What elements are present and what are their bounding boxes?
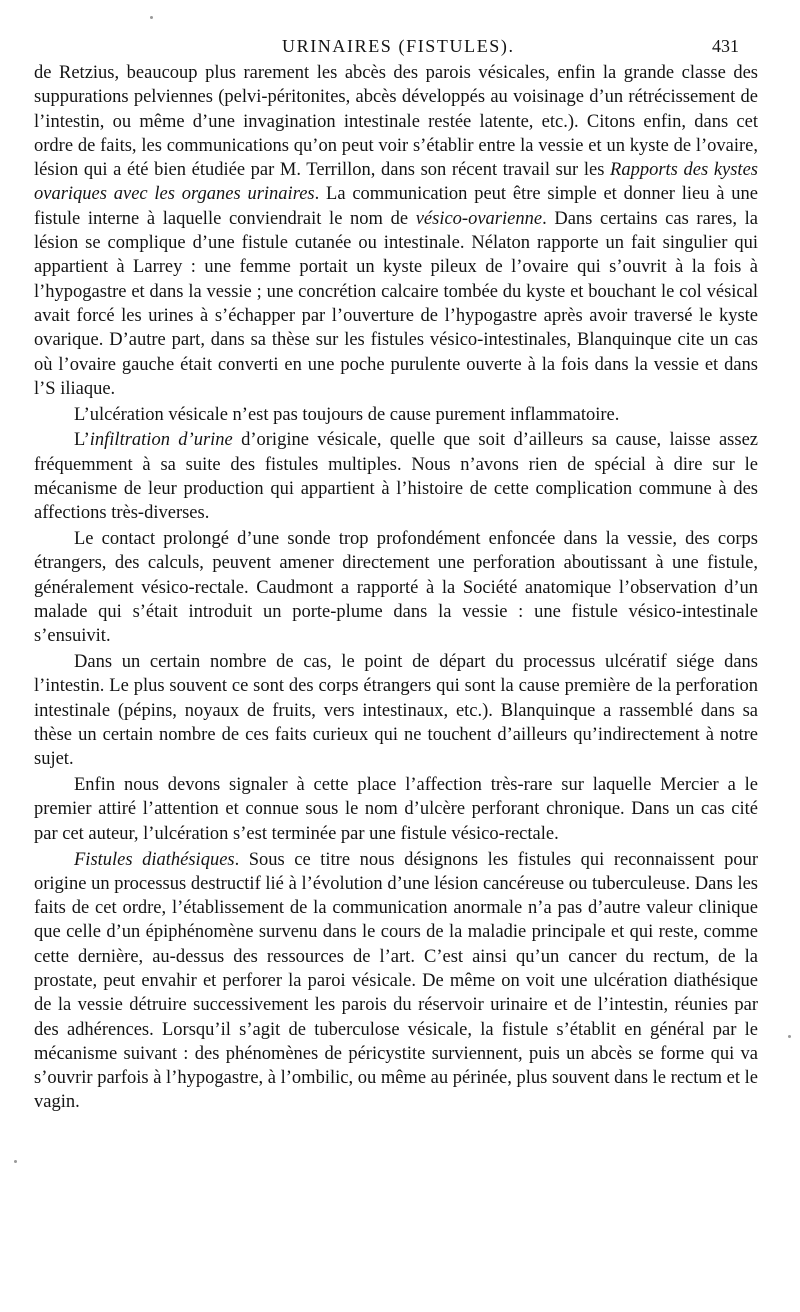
paragraph [34,650,758,771]
paper-speck [150,16,153,19]
text-segment: Dans un certain nombre de cas, le point de départ du processus ulcératif siége dans l’intestin. Le plus souvent ce sont des corps étrangers qui sont la cause première de la perforation intestinale (pépins, noyaux de fruits, vers intestinaux, etc.). Blanquinque a rassemblé dans sa thèse un certain nombre de ces faits curieux qui ne touchent d’ailleurs qu’indirectement à notre sujet. [34,652,758,770]
italic-text-segment: vésico-ovarienne [415,208,543,229]
italic-text-segment: Rapports des kystes ovariques avec les organes urinaires [34,160,758,205]
text-segment: Le contact prolongé d’une sonde trop profondément enfoncée dans la vessie, des corps étrangers, des calculs, peuvent amener directement une perforation aboutissant à une fistule, généralement vésico-rectale. Caudmont a rapporté à la Société anatomique l’observation d’un malade qui s’était introduit un porte-plume dans la vessie : une fistule vésico-intestinale s’ensuivit. [34,529,758,647]
paragraph [34,428,758,525]
page-header [0,34,800,58]
paragraph [34,527,758,648]
paper-speck [14,1160,17,1163]
paragraph [34,61,758,401]
running-head: URINAIRES (FISTULES). [282,36,515,56]
italic-text-segment: Fistules diathésiques [74,849,235,870]
text-segment: Enfin nous devons signaler à cette place l’affection très-rare sur laquelle Mercier a le premier attiré l’attention et connue sous le nom d’ulcère perforant chronique. Dans un cas cité par cet auteur, l’ulcération s’est terminée par une fistule vésico-rectale. [34,775,758,844]
body-text [34,61,758,1116]
text-segment: L’ [74,430,90,451]
text-segment: d’origine vésicale, quelle que soit d’ailleurs sa cause, laisse assez fréquemment à sa suite des fistules multiples. Nous n’avons rien de spécial à dire sur le mécanisme de leur production qui appartient à l’histoire de cette complication commune à des affections très-diverses. [34,430,759,524]
paragraph [34,848,758,1115]
paper-speck [788,1035,791,1038]
text-segment: . Sous ce titre nous désignons les fistules qui reconnaissent pour origine un processus destructif lié à l’évolution d’une lésion cancéreuse ou tuberculeuse. Dans les faits de cet ordre, l’établissement de la communication anormale n’a pas d’autre valeur clinique que celle d’un épiphénomène survenu dans le cours de la maladie principale et qui reste, comme cette dernière, au-dessus des ressources de l’art. C’est ainsi qu’un cancer du rectum, de la prostate, peut envahir et perforer la paroi vésicale. De même on voit une ulcération diathésique de la vessie détruire successivement les parois du réservoir urinaire et de l’intestin, réunies par des adhérences. Lorsqu’il s’agit de tuberculose vésicale, la fistule s’établit en général par le mécanisme suivant : des phénomènes de péricystite surviennent, puis un abcès se forme qui va s’ouvrir parfois à l’hypogastre, à l’ombilic, ou même au périnée, plus souvent dans le rectum et le vagin. [34,849,758,1113]
text-segment: L’ulcération vésicale n’est pas toujours de cause purement inflammatoire. [74,404,620,425]
text-segment: de Retzius, beaucoup plus rarement les abcès des parois vésicales, enfin la grande classe des suppurations pelviennes (pelvi-péritonites, abcès développés au voisinage d’un rétrécissement de l’intestin, ou même d’une invagination intestinale restée latente, etc.). Citons enfin, dans cet ordre de faits, les communications qu’on peut voir s’établir entre la vessie et un kyste de l’ovaire, lésion qui a été bien étudiée par M. Terrillon, dans son récent travail sur les [34,63,758,181]
paragraph [34,773,758,846]
italic-text-segment: infiltration d’urine [89,430,233,451]
text-segment: . La communication peut être simple et donner lieu à une fistule interne à laquelle conviendrait le nom de [34,184,758,229]
text-segment: . Dans certains cas rares, la lésion se complique d’une fistule cutanée ou intestinale. Nélaton rapporte un fait singulier qui appartient à Larrey : une femme portait un kyste pileux de l’ovaire qui s’ouvrit à la fois à l’hypogastre et dans la vessie ; une concrétion calcaire tombée du kyste et bouchant le col vésical avait forcé les urines à s’échapper par l’ouverture de l’hypogastre après avoir traversé le kyste ovarique. D’autre part, dans sa thèse sur les fistules vésico-intestinales, Blanquinque cite un cas où l’ovaire gauche était converti en une poche purulente ouverte à la fois dans la vessie et dans l’S iliaque. [34,208,758,399]
paragraph [34,403,758,427]
page-number: 431 [712,36,739,56]
